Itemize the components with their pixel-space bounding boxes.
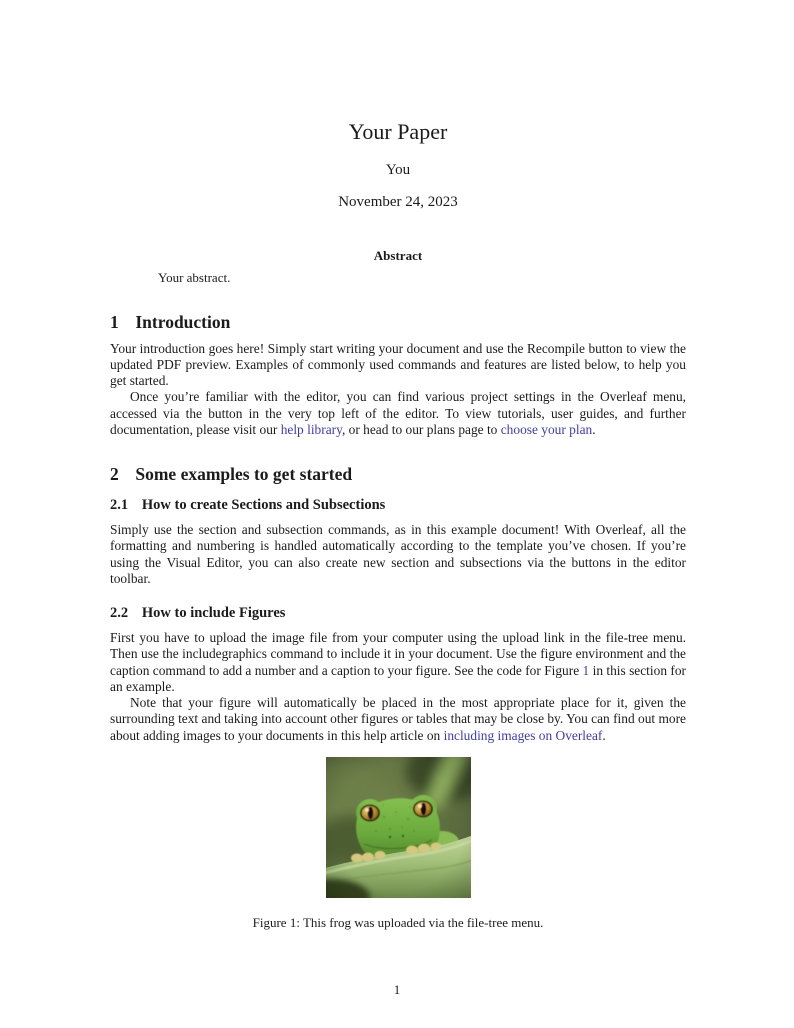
choose-your-plan-link[interactable]: choose your plan: [500, 422, 593, 437]
section-2-number: 2: [110, 464, 119, 485]
abstract-text: Your abstract.: [158, 270, 231, 286]
figure-1-caption: Figure 1: This frog was uploaded via the file-tree menu.: [252, 915, 544, 931]
figures-2-text-b: .: [602, 727, 606, 743]
author: You: [385, 162, 411, 179]
page-title: Your Paper: [348, 119, 448, 144]
section-1-heading: [110, 312, 686, 332]
section-1-title: Introduction: [135, 312, 231, 333]
section-2-title: Some examples to get started: [135, 464, 353, 485]
paragraph-intro-1: Your introduction goes here! Simply start writing your document and use the Recompile button to view the updated PDF preview. Examples of commonly used commands and features are listed below, to help you get started.: [110, 340, 686, 389]
frog-image: [326, 757, 471, 898]
figures-2-text-a: Note that your figure will automatically be placed in the most appropriate place for it, given the surrounding text and taking into account other figures or tables that may be close by. You can find out more about adding images to your documents in this help article on: [110, 695, 686, 743]
page-content: [110, 0, 686, 931]
figure-1-ref-link[interactable]: 1: [582, 662, 590, 678]
section-2-heading: [110, 464, 686, 484]
section-2-1-heading: [110, 497, 686, 514]
section-2-2-title: How to include Figures: [141, 605, 286, 622]
figures-1-text-a: First you have to upload the image file from your computer using the upload link in the file-tree menu. Then use the includegraphics command to include it in your document. Use the figure environment and the caption command to add a number and a caption to your figure. See the code for Figure: [110, 629, 686, 678]
section-1-number: 1: [110, 312, 119, 333]
figures-1-text-b: in this section for an example.: [110, 662, 686, 694]
abstract-heading: Abstract: [373, 248, 423, 264]
intro-2-text-a: Once you’re familiar with the editor, you can find various project settings in the Overleaf menu, accessed via the button in the very top left of the editor. To view tutorials, user guides, and further documentation, please visit our: [110, 389, 686, 437]
paragraph-figures-1: [110, 630, 686, 695]
paragraph-figures-2: [110, 695, 686, 744]
paragraph-intro-2: [110, 389, 686, 438]
section-2-2-number: 2.2: [110, 605, 129, 622]
date: November 24, 2023: [338, 194, 458, 211]
paragraph-sections: Simply use the section and subsection commands, as in this example document! With Overleaf, all the formatting and numbering is handled automatically according to the template you’ve chosen. If you’re using the Visual Editor, you can also create new section and subsections via the buttons in the editor toolbar.: [110, 522, 686, 586]
section-2-1-number: 2.1: [110, 497, 129, 514]
help-library-link[interactable]: help library: [280, 422, 342, 437]
intro-2-text-c: .: [592, 422, 596, 437]
including-images-link[interactable]: including images on Overleaf: [443, 727, 603, 743]
title-block: [110, 119, 686, 211]
intro-2-text-b: , or head to our plans page to: [341, 422, 501, 437]
section-2-1-title: How to create Sections and Subsections: [141, 497, 386, 514]
page-number: 1: [393, 982, 401, 997]
figure-1: [110, 757, 686, 931]
section-2-2-heading: [110, 605, 686, 622]
